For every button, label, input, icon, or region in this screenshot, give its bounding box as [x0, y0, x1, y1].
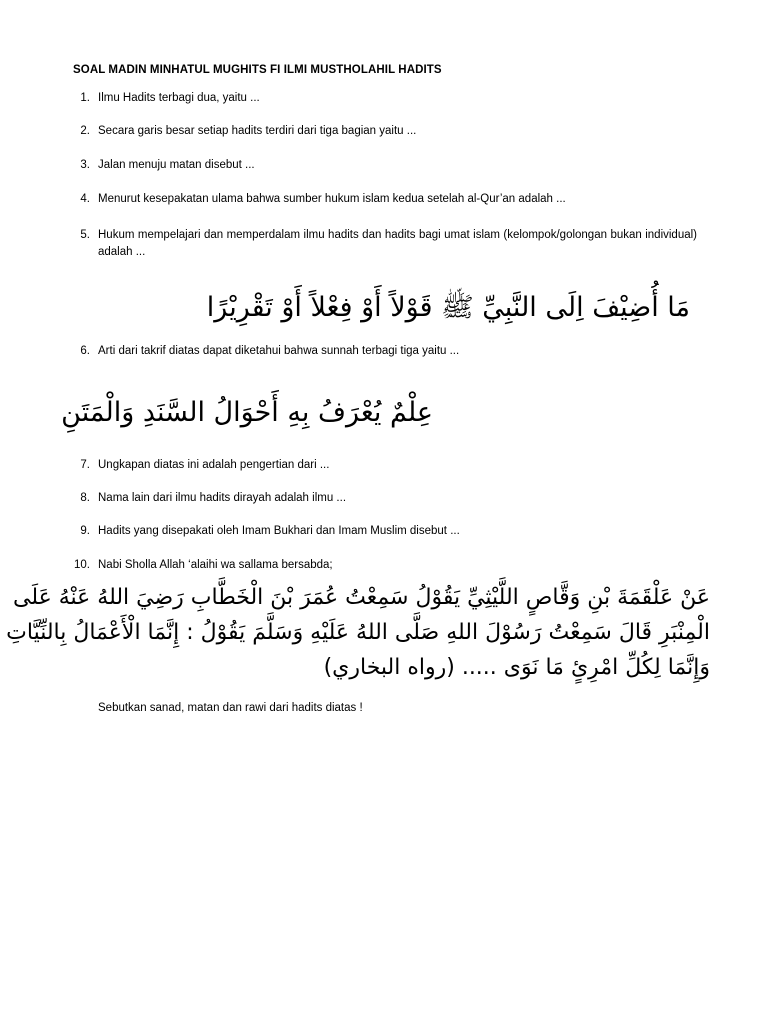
question-number: 2.	[80, 125, 90, 137]
hadith-line: عَنْ عَلْقَمَةَ بْنِ وَقَّاصٍ اللَّيْثِيِّ يَقُوْلُ سَمِعْتُ عُمَرَ بْنَ الْخَطَّابِ رَضِيَ اللهُ عَنْهُ عَلَى	[12, 585, 710, 610]
instruction-text: Sebutkan sanad, matan dan rawi dari hadits diatas !	[98, 702, 363, 714]
question-number: 3.	[80, 159, 90, 171]
hadith-line: وَإِنَّمَا لِكُلِّ امْرِئٍ مَا نَوَى ..... (رواه البخاري)	[323, 655, 710, 680]
question-number: 7.	[80, 459, 90, 471]
question-text: Ilmu Hadits terbagi dua, yaitu ...	[98, 92, 260, 104]
question-text: Hukum mempelajari dan memperdalam ilmu hadits dan hadits bagi umat islam (kelompok/golongan bukan individual) adalah ...	[98, 229, 697, 258]
question-text: Ungkapan diatas ini adalah pengertian dari ...	[98, 459, 330, 471]
question-number: 4.	[80, 193, 90, 205]
question-text: Hadits yang disepakati oleh Imam Bukhari dan Imam Muslim disebut ...	[98, 525, 460, 537]
question-number: 10.	[74, 559, 90, 571]
arabic-hadith-text	[6, 580, 710, 685]
question-text: Arti dari takrif diatas dapat diketahui bahwa sunnah terbagi tiga yaitu ...	[98, 345, 460, 357]
arabic-definition-ilmu: عِلْمٌ يُعْرَفُ بِهِ أَحْوَالُ السَّنَدِ وَالْمَتَنِ	[61, 397, 433, 428]
document-title: SOAL MADIN MINHATUL MUGHITS FI ILMI MUSTHOLAHIL HADITS	[73, 64, 442, 76]
question-number: 5.	[80, 229, 90, 241]
question-text: Jalan menuju matan disebut ...	[98, 159, 255, 171]
hadith-line: الْمِنْبَرِ قَالَ سَمِعْتُ رَسُوْلَ اللهِ صَلَّى اللهُ عَلَيْهِ وَسَلَّمَ يَقُوْلُ : إِنَّمَا الْأَعْمَالُ بِالنِّيَّاتِ	[6, 620, 710, 645]
arabic-definition-sunnah: مَا أُضِيْفَ اِلَى النَّبِيِّ ﷺ قَوْلاً أَوْ فِعْلاً أَوْ تَقْرِيْرًا	[206, 292, 690, 323]
question-text: Nama lain dari ilmu hadits dirayah adalah ilmu ...	[98, 492, 347, 504]
question-number: 9.	[80, 525, 90, 537]
question-number: 6.	[80, 345, 90, 357]
question-number: 8.	[80, 492, 90, 504]
question-number: 1.	[80, 92, 90, 104]
question-text: Nabi Sholla Allah ‘alaihi wa sallama bersabda;	[98, 559, 333, 571]
question-text: Secara garis besar setiap hadits terdiri dari tiga bagian yaitu ...	[98, 125, 417, 137]
question-text: Menurut kesepakatan ulama bahwa sumber hukum islam kedua setelah al-Qur’an adalah ...	[98, 193, 566, 205]
